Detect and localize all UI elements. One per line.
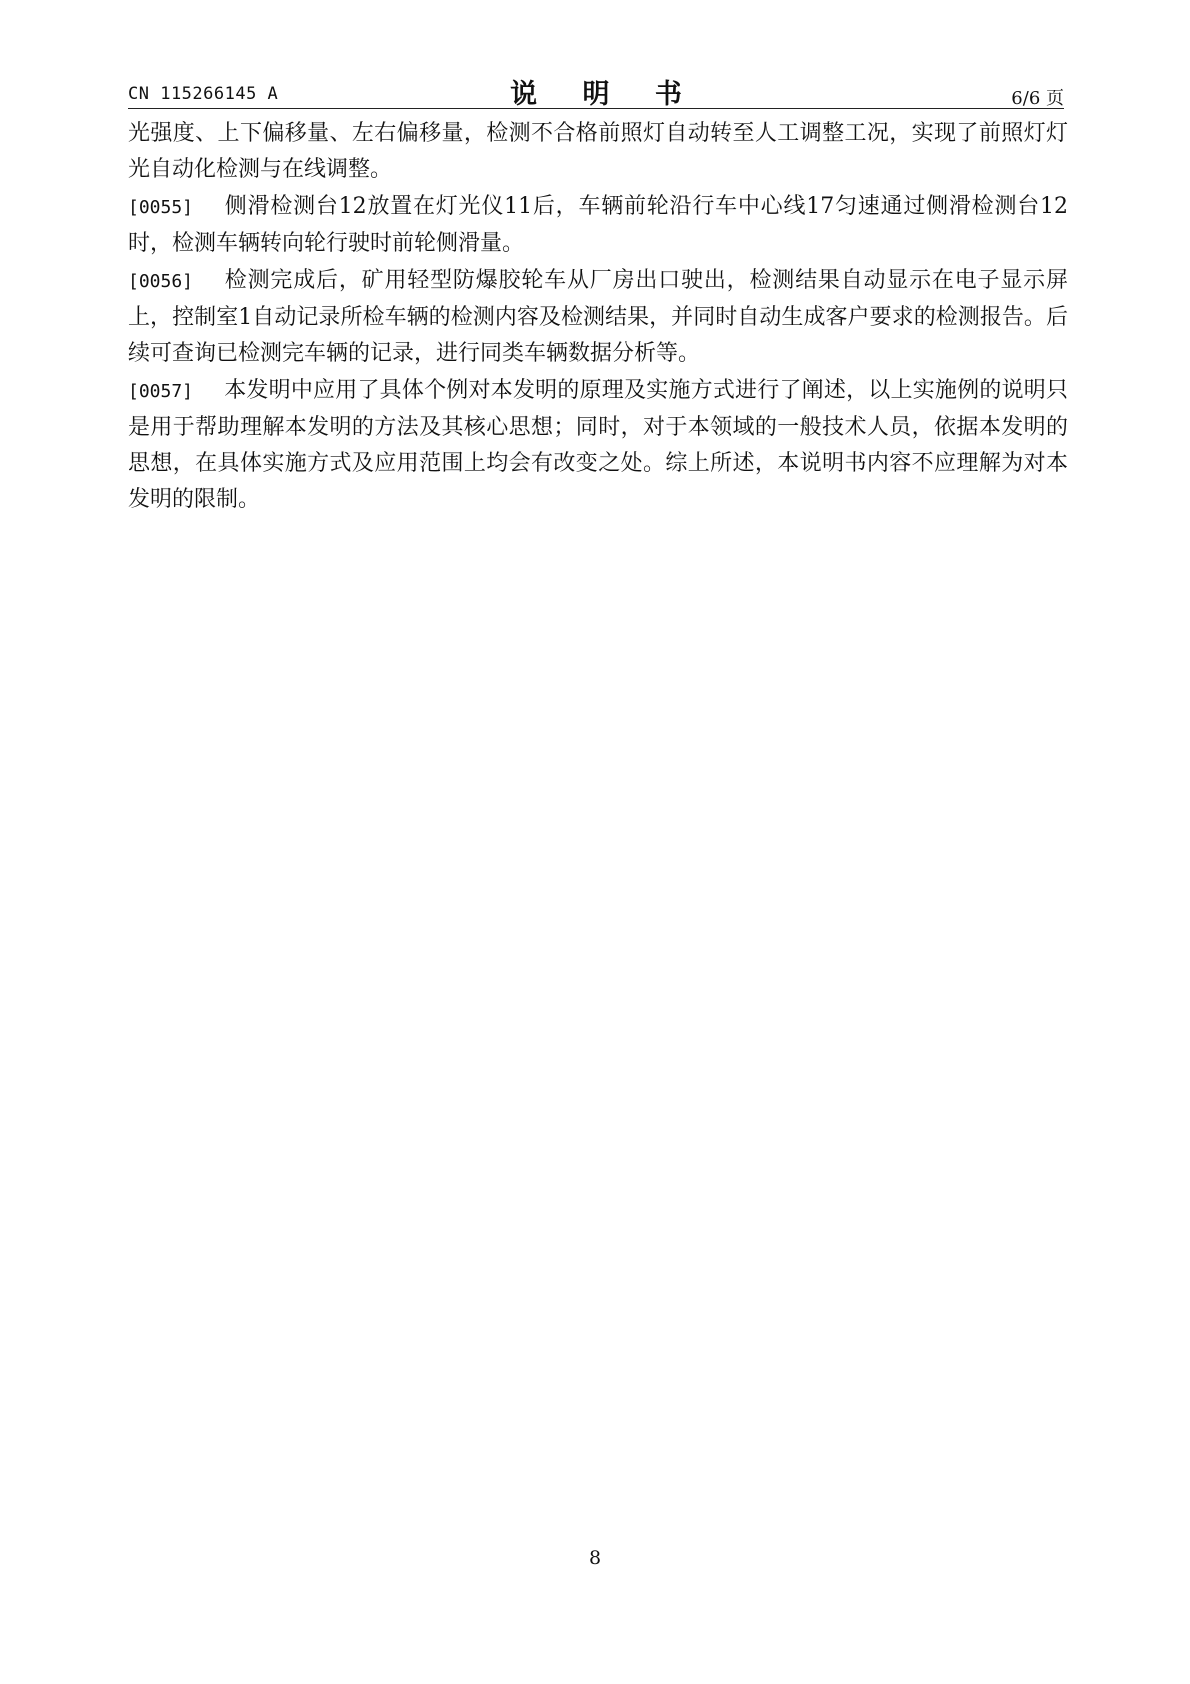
paragraph-0056 — [128, 263, 1068, 372]
paragraph-0057 — [128, 373, 1068, 518]
paragraph-number: [0055] — [128, 197, 194, 218]
paragraph-0055 — [128, 189, 1068, 262]
publication-number: CN 115266145 A — [128, 84, 279, 104]
document-body — [128, 116, 1068, 519]
paragraph-text: 侧滑检测台12放置在灯光仪11后，车辆前轮沿行车中心线17匀速通过侧滑检测台12时，检测车辆转向轮行驶时前轮侧滑量。 — [128, 194, 1068, 256]
paragraph-number: [0056] — [128, 271, 194, 292]
page-indicator: 6/6 页 — [1011, 88, 1064, 109]
paragraph-text: 本发明中应用了具体个例对本发明的原理及实施方式进行了阐述，以上实施例的说明只是用于帮助理解本发明的方法及其核心思想；同时，对于本领域的一般技术人员，依据本发明的思想，在具体实施方式及应用范围上均会有改变之处。综上所述，本说明书内容不应理解为对本发明的限制。 — [128, 378, 1068, 512]
paragraph-text: 检测完成后，矿用轻型防爆胶轮车从厂房出口驶出，检测结果自动显示在电子显示屏上，控制室1自动记录所检车辆的检测内容及检测结果，并同时自动生成客户要求的检测报告。后续可查询已检测完车辆的记录，进行同类车辆数据分析等。 — [128, 268, 1068, 366]
paragraph-text: 光强度、上下偏移量、左右偏移量，检测不合格前照灯自动转至人工调整工况，实现了前照灯灯光自动化检测与在线调整。 — [128, 121, 1068, 182]
paragraph-number: [0057] — [128, 381, 194, 402]
paragraph-continuation — [128, 116, 1068, 188]
page-number: 8 — [588, 1547, 602, 1569]
page-header — [128, 72, 1064, 110]
document-title: 说 明 书 — [510, 79, 700, 110]
header-divider — [128, 108, 1064, 109]
